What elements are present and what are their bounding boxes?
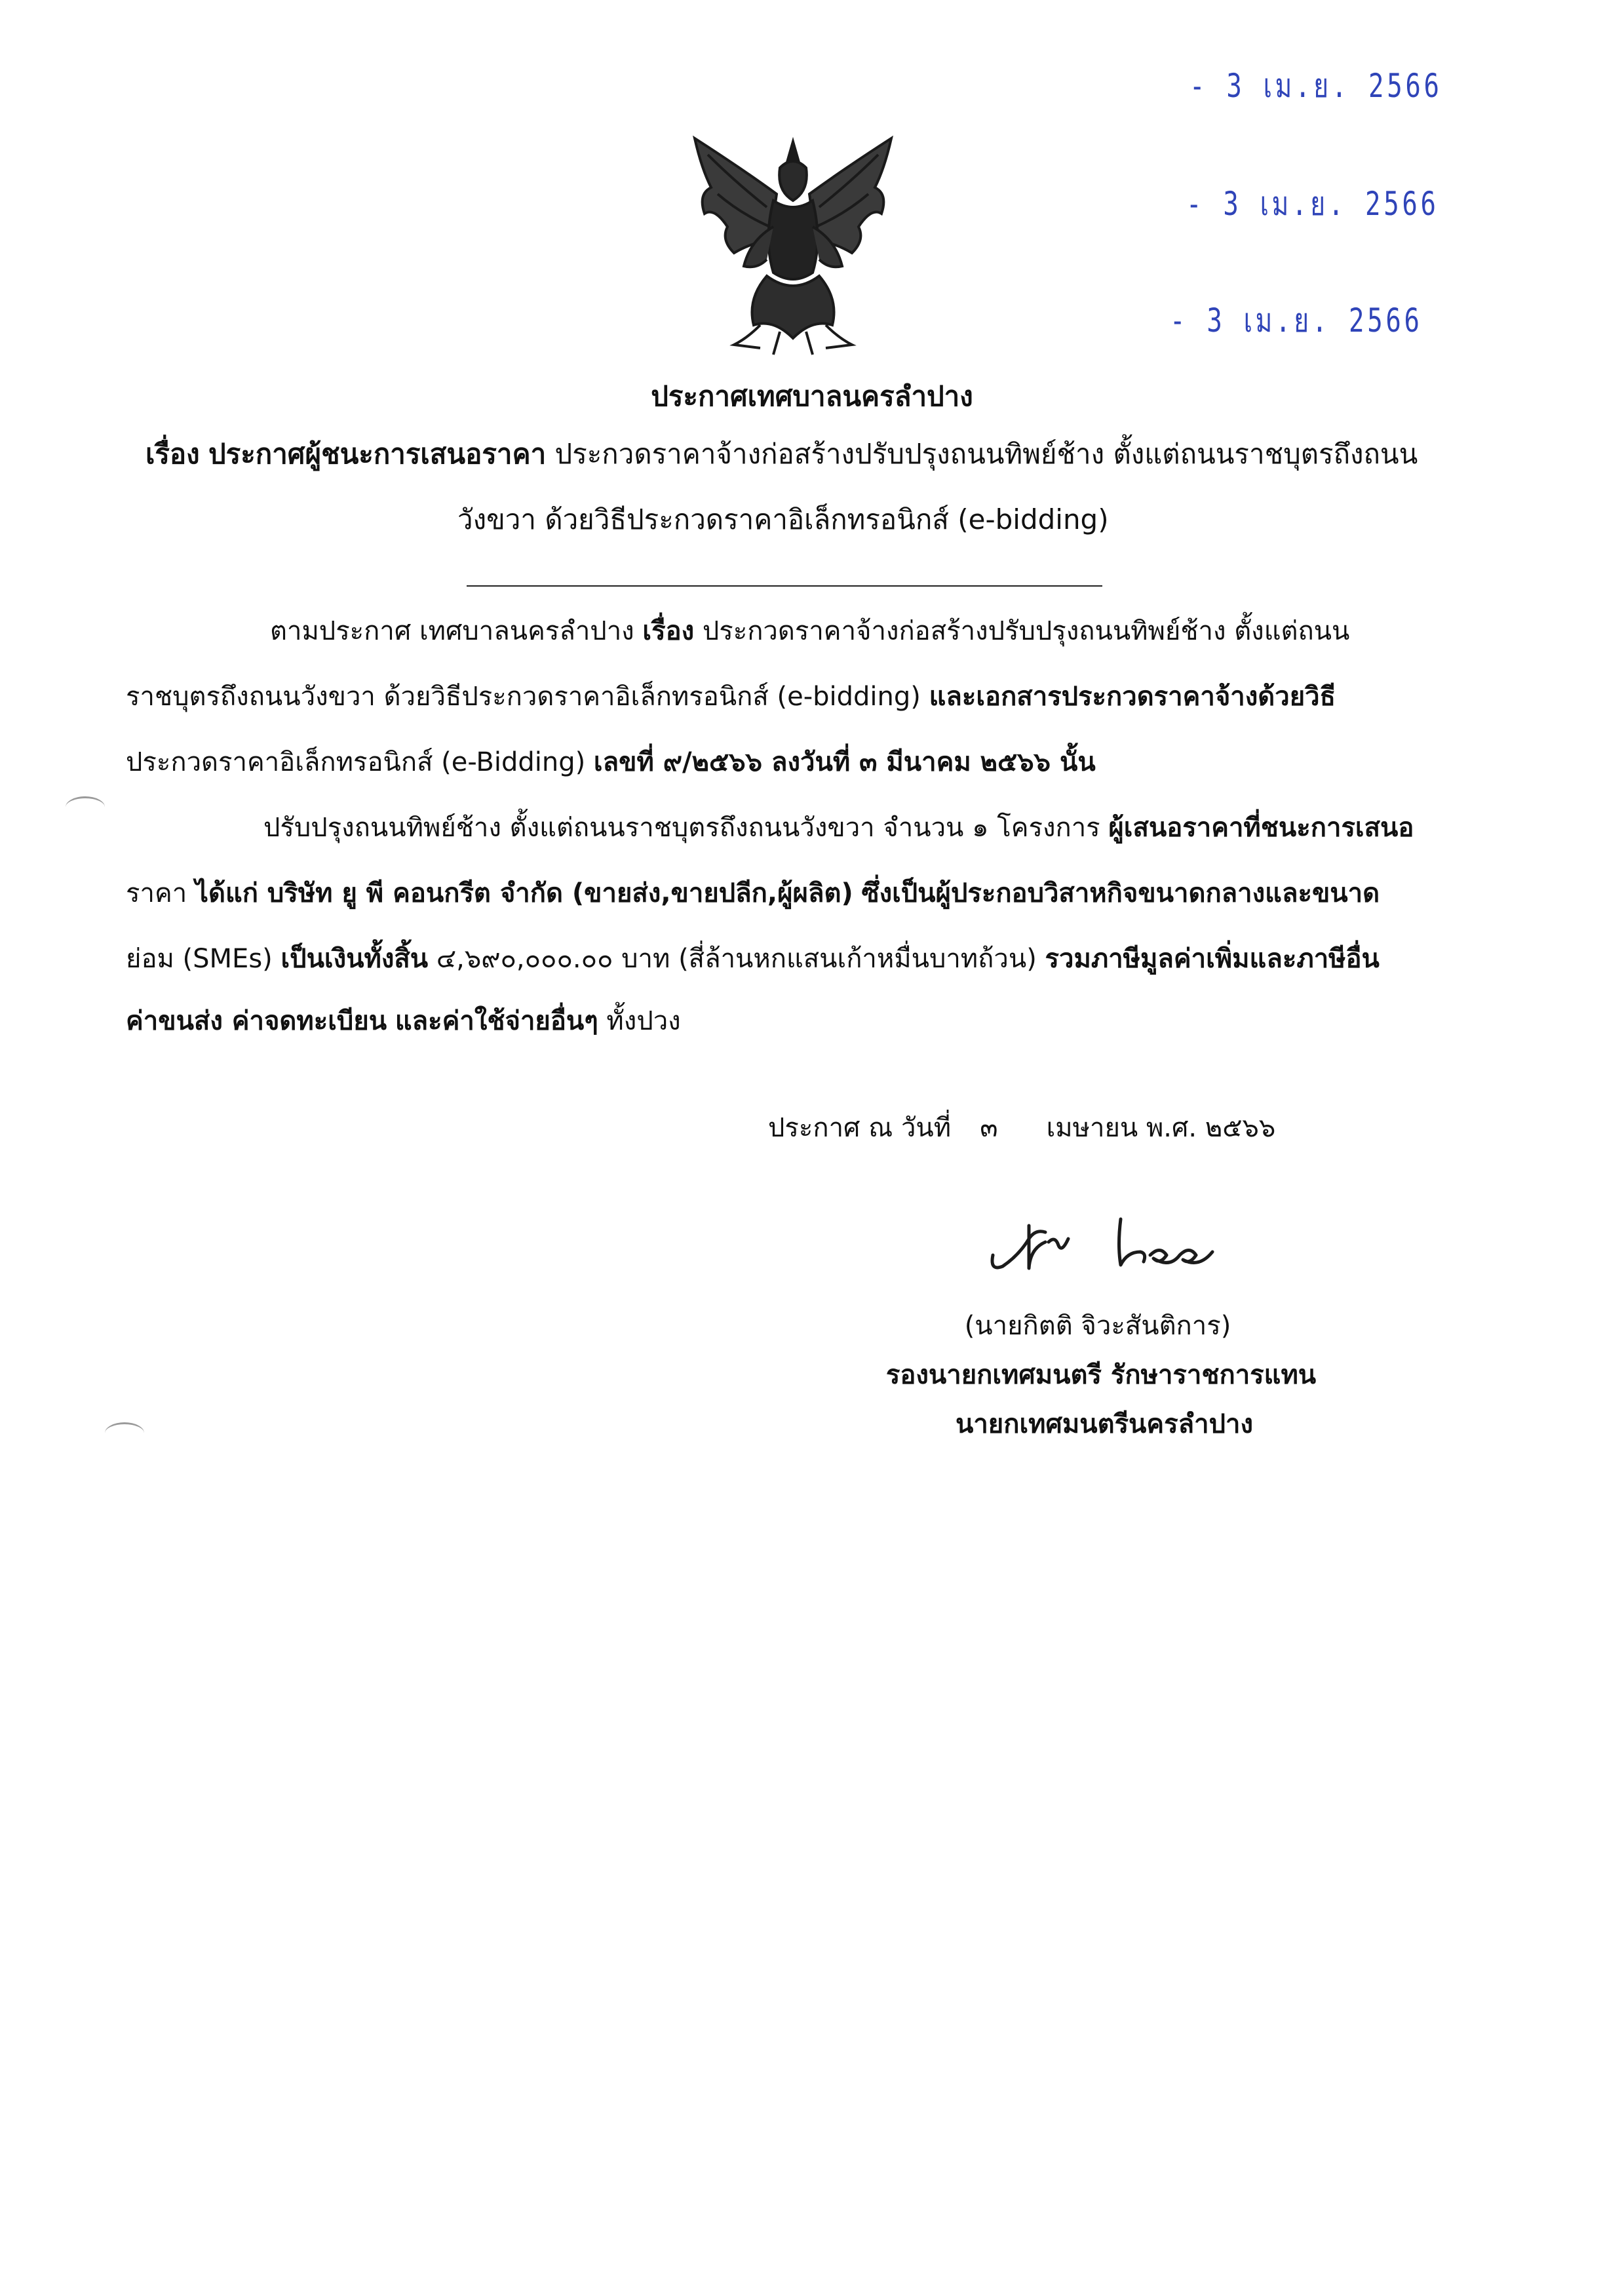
subject-text: ประกวดราคาจ้างก่อสร้างปรับปรุงถนนทิพย์ช้าง ตั้งแต่ถนนราชบุตรถึงถนน — [554, 438, 1418, 470]
text-run: ประกวดราคาอิเล็กทรอนิกส์ (e-Bidding) — [126, 747, 586, 777]
page-title: ประกาศเทศบาลนครลำปาง — [651, 380, 973, 412]
paragraph-line — [263, 806, 1414, 848]
subject-label: เรื่อง — [145, 438, 200, 470]
received-date-stamp: - 3 เม.ย. 2566 — [1189, 67, 1442, 105]
handwritten-signature — [983, 1206, 1219, 1278]
paragraph-line — [270, 610, 1349, 651]
title-divider — [467, 585, 1102, 587]
signatory-position: รองนายกเทศมนตรี รักษาราชการแทน — [885, 1360, 1317, 1390]
text-run-bold: เรื่อง — [642, 616, 695, 646]
text-run-bold: เป็นเงินทั้งสิ้น — [280, 944, 429, 974]
dateline — [768, 1106, 1275, 1148]
received-date-stamp: - 3 เม.ย. 2566 — [1170, 301, 1423, 340]
paragraph-line — [126, 675, 1336, 717]
text-run-bold: ได้แก่ บริษัท ยู พี คอนกรีต จำกัด (ขายส่ง,ขายปลีก,ผู้ผลิต) — [195, 878, 853, 908]
text-run-bold: และค่าใช้จ่ายอื่นๆ — [395, 1006, 598, 1036]
dateline-month-year: เมษายน พ.ศ. ๒๕๖๖ — [1046, 1113, 1276, 1143]
garuda-emblem — [682, 128, 904, 358]
punch-hole-mark — [105, 1422, 144, 1444]
signatory-position: นายกเทศมนตรีนครลำปาง — [955, 1409, 1253, 1439]
text-run: ตามประกาศ เทศบาลนครลำปาง — [270, 616, 634, 646]
subject-line — [145, 433, 1418, 476]
text-run-bold: ค่าขนส่ง ค่าจดทะเบียน — [126, 1006, 387, 1036]
punch-hole-mark — [66, 796, 105, 818]
text-run: ราคา — [126, 878, 187, 908]
paragraph-line — [126, 937, 1380, 979]
text-run-bold: ซึ่งเป็นผู้ประกอบวิสาหกิจขนาดกลางและขนาด — [861, 878, 1380, 908]
text-run: ปรับปรุงถนนทิพย์ช้าง ตั้งแต่ถนนราชบุตรถึงถนนวังขวา จำนวน ๑ โครงการ — [263, 813, 1100, 843]
dateline-day: ๓ — [980, 1113, 998, 1143]
text-run: ย่อม (SMEs) — [126, 944, 273, 974]
text-run: ราชบุตรถึงถนนวังขวา ด้วยวิธีประกวดราคาอิเล็กทรอนิกส์ (e-bidding) — [126, 682, 921, 712]
text-run-bold: ผู้เสนอราคาที่ชนะการเสนอ — [1108, 813, 1414, 843]
text-run: ประกวดราคาจ้างก่อสร้างปรับปรุงถนนทิพย์ช้าง ตั้งแต่ถนน — [702, 616, 1350, 646]
text-run-bold: และเอกสารประกวดราคาจ้างด้วยวิธี — [929, 682, 1336, 712]
paragraph-line — [126, 741, 1096, 783]
paragraph-line — [126, 872, 1380, 914]
subject-heading: ประกาศผู้ชนะการเสนอราคา — [208, 438, 547, 470]
paragraph-line — [126, 1000, 681, 1041]
subject-line-2: วังขวา ด้วยวิธีประกวดราคาอิเล็กทรอนิกส์ (e-bidding) — [457, 503, 1109, 535]
received-date-stamp: - 3 เม.ย. 2566 — [1186, 185, 1439, 223]
text-run-bold: รวมภาษีมูลค่าเพิ่มและภาษีอื่น — [1045, 944, 1380, 974]
dateline-prefix: ประกาศ ณ วันที่ — [768, 1113, 952, 1143]
text-run: ๔,๖๙๐,๐๐๐.๐๐ บาท (สี่ล้านหกแสนเก้าหมื่นบาทถ้วน) — [436, 944, 1037, 974]
text-run: ทั้งปวง — [606, 1006, 681, 1036]
signatory-name: (นายกิตติ จิวะสันติการ) — [964, 1311, 1231, 1341]
text-run-bold: เลขที่ ๙/๒๕๖๖ ลงวันที่ ๓ มีนาคม ๒๕๖๖ นั้น — [593, 747, 1096, 777]
